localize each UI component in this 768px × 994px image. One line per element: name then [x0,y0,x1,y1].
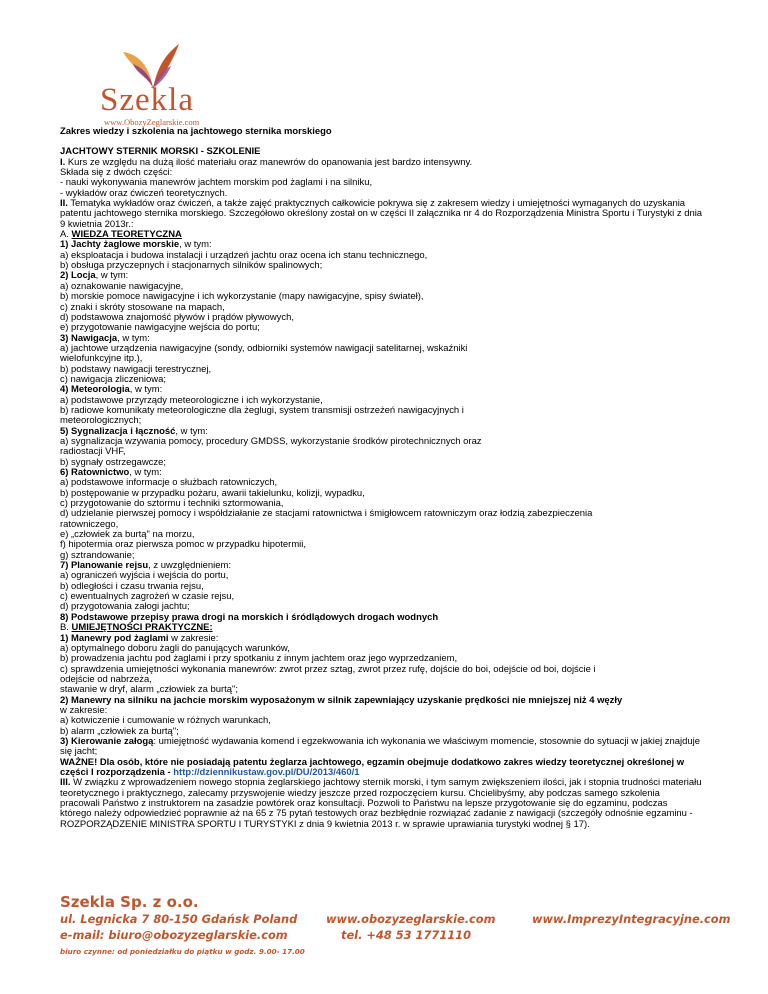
section-num: I. [60,156,66,168]
doc-heading: JACHTOWY STERNIK MORSKI - SZKOLENIE [60,146,261,158]
item-title: 7) Planowanie rejsu [60,560,149,572]
list-item: d) udzielanie pierwszej pomocy i współdziałanie ze stacjami ratownictwa i śmigłowcem ratowniczym oraz łodzią zabezpieczenia [60,508,593,520]
item-text: , w tym: [129,467,162,478]
footer-hours: biuro czynne: od poniedziałku do piątku w godz. 9.00- 17.00 [60,947,305,956]
list-item: a) ograniczeń wyjścia i wejścia do portu, [60,570,229,582]
paragraph: W związku z wprowadzeniem nowego stopnia żeglarskiego jachtowy sternik morski, i tym samym zwiększeniem ilości, jak i stopnia trudności materiału [70,777,702,789]
list-item: wielofunkcyjne itp.), [60,353,143,365]
brand-url: www.ObozyZeglarskie.com [104,117,200,127]
list-item: ratowniczego, [60,518,119,530]
item-title: 2) Manewry na silniku na jachcie morskim wyposażonym w silnik zapewniający uzyskanie prędkości nie mniejszej niż 4 węzły [60,694,623,706]
list-item: b) sygnały ostrzegawcze; [60,456,166,468]
list-item: a) eksploatacja i budowa instalacji i urządzeń jachtu oraz ocena ich stanu technicznego, [60,249,428,261]
list-item: b) postępowanie w przypadku pożaru, awarii takielunku, kolizji, wypadku, [60,487,365,499]
section-heading-a: WIEDZA TEORETYCZNA [71,229,182,241]
important-note: WAŻNE! Dla osób, które nie posiadają patentu żeglarza jachtowego, egzamin obejmuje dodatkowo zakres wiedzy teoretycznej określonej w [60,756,685,768]
list-item: a) oznakowanie nawigacyjne, [60,280,184,292]
footer-site-link-1[interactable]: www.obozyzeglarskie.com [326,912,496,926]
item-text: , z uwzględnieniem: [148,560,232,572]
list-item: e) „człowiek za burtą" na morzu, [60,529,195,541]
list-item: a) kotwiczenie i cumowanie w różnych warunkach, [60,715,271,727]
section-prefix: A. [60,229,72,241]
list-item: odejście od nabrzeża, [60,673,152,685]
item-text: się jacht; [60,746,98,758]
list-item: c) znaki i skróty stosowane na mapach, [60,301,225,313]
list-item: b) alarm „człowiek za burtą"; [60,725,179,737]
item-title: 5) Sygnalizacja i łączność [60,425,176,437]
item-text: w zakresie: [60,704,108,716]
section-num: II. [60,198,68,210]
paragraph: - nauki wykonywania manewrów jachtem morskim pod żaglami i na silniku, [60,177,373,189]
paragraph: ROZPORZĄDZENIE MINISTRA SPORTU I TURYSTYKI z dnia 9 kwietnia 2013 r. w sprawie uprawiania turystyki wodnej § 17). [60,818,590,830]
paragraph: Składa się z dwóch części: [60,167,173,179]
paragraph: - wykładów oraz ćwiczeń teoretycznych. [60,187,228,199]
law-link[interactable]: http://dziennikustaw.gov.pl/DU/2013/460/1 [173,766,360,778]
paragraph: którego należy odpowiedzieć poprawnie aż na 65 z 75 pytań testowych oraz bezbłędnie rozwiązać zadanie z nawigacji (szczegóły odnośnie egzaminu - [60,808,693,820]
list-item: meteorologicznych; [60,415,142,427]
footer-row-1 [60,911,731,927]
item-text: , w tym: [179,239,212,251]
item-text: : umiejętność wydawania komend i egzekwowania ich wykonania we właściwym momencie, stosownie do sytuacji w jakiej znajduje [153,735,700,747]
item-title: 1) Manewry pod żaglami [60,632,169,644]
footer-email[interactable]: e-mail: biuro@obozyzeglarskie.com [60,928,288,942]
paragraph: Tematyka wykładów oraz ćwiczeń, a także zajęć praktycznych całkowicie pokrywa się z zakresem wiedzy i umiejętności wymaganych do uzyskania [67,198,686,210]
item-text: , w tym: [129,384,163,396]
item-text: w zakresie: [168,632,219,644]
item-title: 8) Podstawowe przepisy prawa drogi na morskich i śródlądowych drogach wodnych [60,611,439,623]
paragraph: teoretycznego i praktycznego, zalecamy przyswojenie wiedzy jeszcze przed rozpoczęciem kursu. Chcielibyśmy, aby podczas samego szkolenia [60,787,660,799]
list-item: c) ewentualnych zagrożeń w czasie rejsu, [60,591,235,603]
list-item: e) przygotowanie nawigacyjne wejścia do portu; [60,322,260,334]
item-text: , w tym: [117,332,150,344]
item-title: 4) Meteorologia [60,384,130,396]
list-item: b) podstawy nawigacji terestrycznej, [60,363,212,375]
list-item: a) podstawowe informacje o służbach ratowniczych, [60,477,278,489]
footer-row-2 [60,927,720,943]
section-prefix: B. [60,622,72,634]
item-title: 3) Nawigacja [60,332,118,344]
list-item: b) obsługa przyczepnych i stacjonarnych silników spalinowych; [60,260,323,272]
list-item: b) odległości i czasu trwania rejsu, [60,580,204,592]
footer [60,893,731,956]
list-item: a) jachtowe urządzenia nawigacyjne (sondy, odbiorniki systemów nawigacji satelitarnej, wskaźniki [60,342,468,354]
item-text: , w tym: [175,425,208,437]
list-item: g) sztrandowanie; [60,549,135,561]
paragraph: Kurs ze względu na dużą ilość materiału oraz manewrów do opanowania jest bardzo intensywny. [65,156,473,168]
item-title: 3) Kierowanie załogą [60,735,154,747]
list-item: d) przygotowania załogi jachtu; [60,601,190,613]
item-title: 2) Locja [60,270,96,282]
list-item: b) prowadzenia jachtu pod żaglami i przy spotkaniu z innym jachtem oraz jego wyprzedzaniem, [60,653,458,665]
section-num: III. [60,777,71,789]
list-item: stawanie w dryf, alarm „człowiek za burtą"; [60,684,239,696]
list-item: a) optymalnego doboru żagli do panujących warunków, [60,642,290,654]
item-title: 1) Jachty żaglowe morskie [60,239,180,251]
list-item: c) sprawdzenia umiejętności wykonania manewrów: zwrot przez sztag, zwrot przez rufę, dojście do boi, odejście od boi, dojście i [60,663,596,675]
paragraph: pracowali Państwo z instruktorem na zasadzie powtórek oraz konsultacji. Pozwoli to Państwu na lepsze przygotowanie się do egzaminu, podczas [60,798,668,809]
footer-phone: tel. +48 53 1771110 [341,928,472,942]
list-item: a) sygnalizacja wzywania pomocy, procedury GMDSS, wykorzystanie środków pirotechnicznych oraz [60,435,482,447]
item-text: , w tym: [95,270,129,282]
list-item: a) podstawowe przyrządy meteorologiczne i ich wykorzystanie, [60,394,323,406]
list-item: b) morskie pomoce nawigacyjne i ich wykorzystanie (mapy nawigacyjne, spisy świateł), [60,291,424,303]
footer-address: ul. Legnicka 7 80-150 Gdańsk Poland [60,912,298,926]
brand-name: Szekla [100,82,194,118]
list-item: f) hipotermia oraz pierwsza pomoc w przypadku hipotermii, [60,539,306,551]
list-item: b) radiowe komunikaty meteorologiczne dla żeglugi, system transmisji ostrzeżeń nawigacyjnych i [60,404,464,416]
paragraph: patentu jachtowego sternika morskiego. Szczegółowo określony został on w części II załącznika nr 4 do Rozporządzenia Ministra Sportu i Turystyki z dnia 9 kwietnia 2013r.: [60,208,703,230]
doc-title: Zakres wiedzy i szkolenia na jachtowego sternika morskiego [60,126,332,137]
footer-company: Szekla Sp. z o.o. [60,893,199,911]
important-note: części I rozporządzenia - [60,766,174,778]
footer-site-link-2[interactable]: www.ImprezyIntegracyjne.com [532,912,731,926]
section-heading-b: UMIEJĘTNOŚCI PRAKTYCZNE: [71,622,213,634]
list-item: c) przygotowanie do sztormu i techniki sztormowania, [60,498,284,510]
list-item: d) podstawowa znajomość pływów i prądów pływowych, [60,311,294,323]
item-title: 6) Ratownictwo [60,467,130,478]
list-item: c) nawigacja zliczeniowa; [60,373,166,385]
list-item: radiostacji VHF, [60,446,126,458]
document-body [60,127,708,830]
